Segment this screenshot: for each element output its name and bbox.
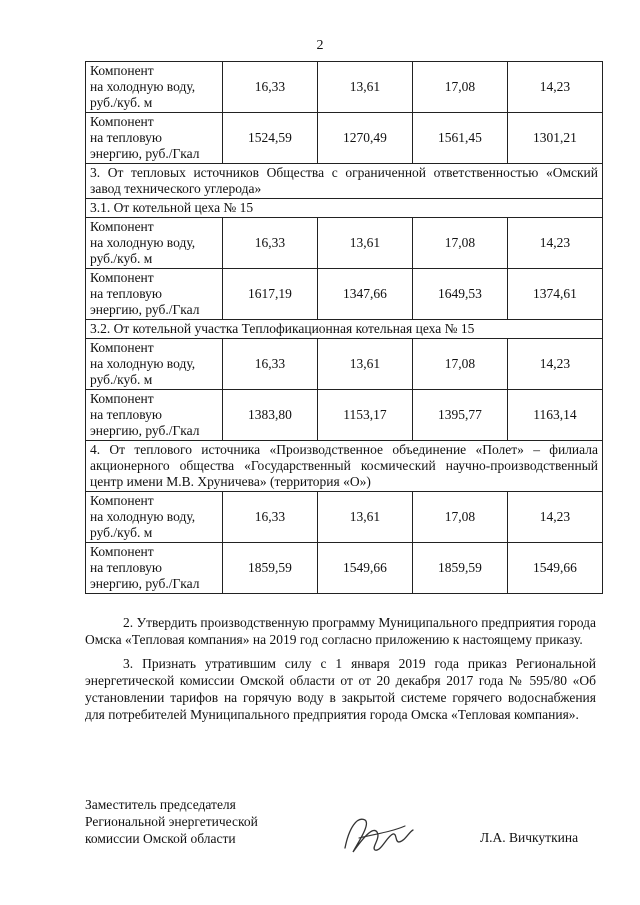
component-label-line: Компонент [90, 270, 154, 285]
tariff-value: 1617,19 [223, 269, 318, 320]
component-label [86, 543, 223, 594]
component-label [86, 62, 223, 113]
body-text [85, 614, 596, 730]
component-label-line: Компонент [90, 219, 154, 234]
component-label [86, 390, 223, 441]
section-heading-row [86, 199, 603, 218]
tariff-table [85, 61, 603, 594]
component-label [86, 339, 223, 390]
component-label-line: Компонент [90, 544, 154, 559]
section-heading: 3.1. От котельной цеха № 15 [86, 199, 603, 218]
tariff-row [86, 390, 603, 441]
signatory-position-line: Заместитель председателя [85, 797, 236, 812]
tariff-value: 1561,45 [412, 113, 507, 164]
tariff-value: 17,08 [412, 62, 507, 113]
tariff-row [86, 492, 603, 543]
component-label [86, 492, 223, 543]
component-label [86, 113, 223, 164]
component-label-line: Компонент [90, 493, 154, 508]
tariff-value: 17,08 [412, 492, 507, 543]
tariff-table-body [86, 62, 603, 594]
component-label-line: на холодную воду, [90, 356, 196, 371]
tariff-value: 13,61 [317, 339, 412, 390]
component-label-line: энергию, руб./Гкал [90, 423, 200, 438]
tariff-value: 1153,17 [317, 390, 412, 441]
tariff-row [86, 218, 603, 269]
component-label-line: на тепловую [90, 407, 162, 422]
tariff-value: 1395,77 [412, 390, 507, 441]
component-label-line: Компонент [90, 114, 154, 129]
component-label-line: на тепловую [90, 286, 162, 301]
tariff-row [86, 62, 603, 113]
tariff-value: 14,23 [507, 339, 602, 390]
tariff-value: 16,33 [223, 218, 318, 269]
signatory-position-line: Региональной энергетической [85, 814, 258, 829]
tariff-value: 1549,66 [317, 543, 412, 594]
section-heading: 4. От теплового источника «Производственное объединение «Полет» – филиала акционерного общества «Государственный космический научно-производственный центр имени М.В. Хруничева» (территория «О») [86, 441, 603, 492]
component-label-line: на холодную воду, [90, 235, 196, 250]
tariff-row [86, 339, 603, 390]
component-label-line: энергию, руб./Гкал [90, 576, 200, 591]
tariff-value: 16,33 [223, 339, 318, 390]
paragraph-approve-program: 2. Утвердить производственную программу Муниципального предприятия города Омска «Тепловая компания» на 2019 год согласно приложению к настоящему приказу. [85, 615, 596, 647]
tariff-value: 13,61 [317, 492, 412, 543]
tariff-value: 14,23 [507, 62, 602, 113]
section-heading-row [86, 164, 603, 199]
signatory-position-line: комиссии Омской области [85, 831, 236, 846]
component-label [86, 218, 223, 269]
tariff-value: 1270,49 [317, 113, 412, 164]
component-label-line: руб./куб. м [90, 525, 153, 540]
component-label-line: энергию, руб./Гкал [90, 302, 200, 317]
tariff-value: 14,23 [507, 492, 602, 543]
page-number: 2 [316, 38, 324, 53]
tariff-value: 1301,21 [507, 113, 602, 164]
tariff-value: 14,23 [507, 218, 602, 269]
tariff-value: 17,08 [412, 339, 507, 390]
tariff-value: 1383,80 [223, 390, 318, 441]
component-label-line: руб./куб. м [90, 251, 153, 266]
tariff-value: 1859,59 [223, 543, 318, 594]
paragraph-repeal-order: 3. Признать утратившим силу с 1 января 2019 года приказ Региональной энергетической комиссии Омской области от от 20 декабря 2017 года № 595/80 «Об установлении тарифов на горячую воду в закрытой системе горячего водоснабжения для потребителей Муниципального предприятия города Омска «Тепловая компания». [85, 656, 596, 722]
component-label-line: руб./куб. м [90, 95, 153, 110]
component-label-line: Компонент [90, 391, 154, 406]
tariff-row [86, 269, 603, 320]
tariff-value: 13,61 [317, 62, 412, 113]
tariff-value: 16,33 [223, 492, 318, 543]
component-label-line: Компонент [90, 63, 154, 78]
handwritten-signature [335, 808, 425, 863]
component-label-line: на тепловую [90, 130, 162, 145]
tariff-value: 1347,66 [317, 269, 412, 320]
tariff-value: 1549,66 [507, 543, 602, 594]
tariff-value: 16,33 [223, 62, 318, 113]
component-label-line: Компонент [90, 340, 154, 355]
component-label-line: энергию, руб./Гкал [90, 146, 200, 161]
section-heading-row [86, 320, 603, 339]
tariff-value: 1859,59 [412, 543, 507, 594]
tariff-value: 13,61 [317, 218, 412, 269]
component-label-line: на холодную воду, [90, 79, 196, 94]
tariff-value: 17,08 [412, 218, 507, 269]
component-label-line: руб./куб. м [90, 372, 153, 387]
component-label-line: на холодную воду, [90, 509, 196, 524]
component-label [86, 269, 223, 320]
tariff-row [86, 543, 603, 594]
section-heading: 3. От тепловых источников Общества с ограниченной ответственностью «Омский завод технического углерода» [86, 164, 603, 199]
tariff-value: 1374,61 [507, 269, 602, 320]
section-heading-row [86, 441, 603, 492]
signatory-name: Л.А. Вичкуткина [480, 830, 579, 845]
tariff-value: 1524,59 [223, 113, 318, 164]
tariff-row [86, 113, 603, 164]
section-heading: 3.2. От котельной участка Теплофикационная котельная цеха № 15 [86, 320, 603, 339]
component-label-line: на тепловую [90, 560, 162, 575]
signatory-position [85, 796, 258, 847]
tariff-value: 1649,53 [412, 269, 507, 320]
tariff-value: 1163,14 [507, 390, 602, 441]
